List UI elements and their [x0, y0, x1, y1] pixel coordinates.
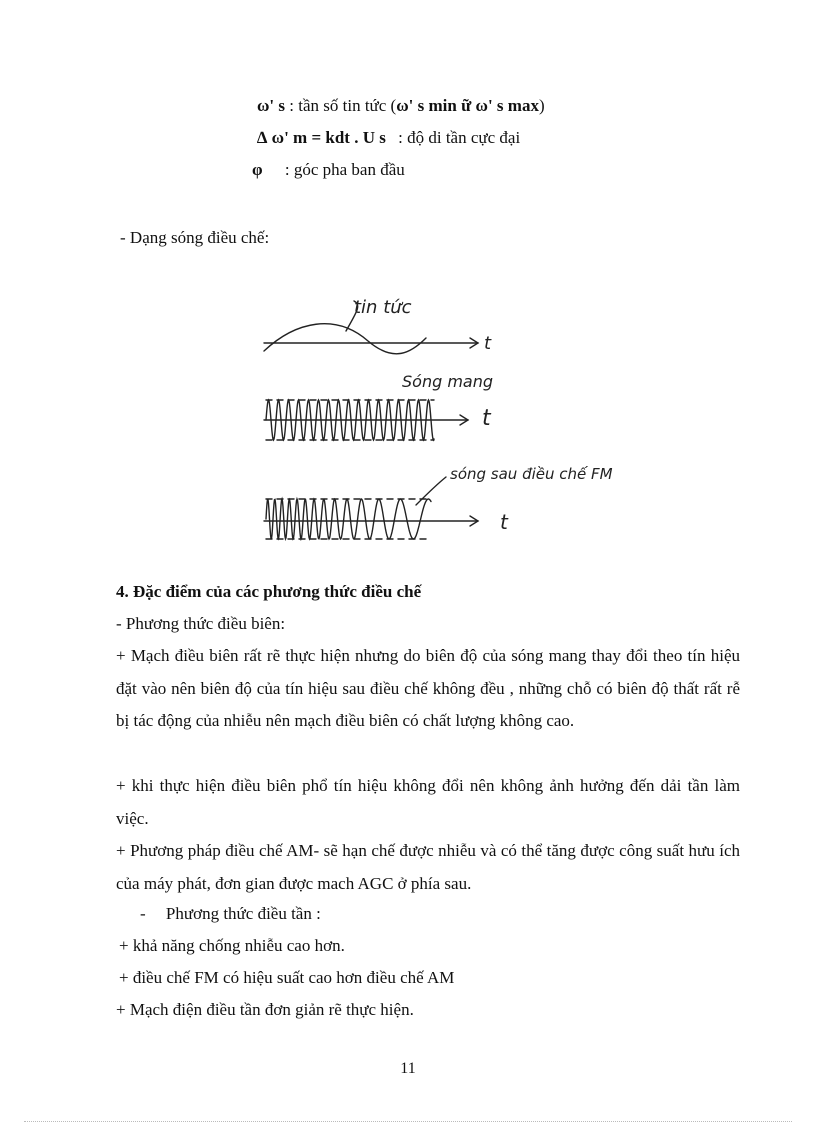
waveform-intro: - Dạng sóng điều chế:: [120, 228, 270, 247]
label-modulated: sóng sau điều chế FM: [450, 465, 613, 483]
label-axis-fm: t: [500, 510, 508, 534]
formula-delta-omega: [257, 128, 520, 148]
am-paragraph-1: + Mạch điều biên rất rẽ thực hiện nhưng do biên độ của sóng mang thay đổi theo tín hiệu đặt vào nên biên độ của tín hiệu sau điều chế không đều , những chỗ có biên độ thất rất rễ bị tác động của nhiễu nên mạch điều biên có chất lượng không cao.: [116, 646, 740, 730]
fm-item-3: + Mạch điện điều tần đơn giản rẽ thực hiện.: [116, 1000, 414, 1019]
dw-description: : độ di tần cực đại: [398, 128, 521, 147]
label-info: tin tức: [354, 297, 412, 318]
info-wave: [264, 324, 426, 354]
page-number: 11: [400, 1060, 416, 1077]
phi-description: : góc pha ban đầu: [284, 160, 405, 179]
symbol-phi: φ: [252, 160, 263, 179]
label-carrier: Sóng mang: [402, 372, 494, 391]
fm-heading: [140, 904, 321, 924]
am-paragraph-3: + Phương pháp điều chế AM- sẽ hạn chế được nhiễu và có thể tăng được công suất hưu ích của máy phát, đơn gian được mach AGC ở phía sau.: [116, 841, 740, 893]
am-paragraph-2: + khi thực hiện điều biên phổ tín hiệu không đổi nên không ảnh hưởng đến dải tần làm việc.: [116, 776, 740, 828]
symbol-delta-omega: ∆ ω' m = kdt . U s: [257, 128, 386, 147]
formula-phi: [252, 160, 405, 180]
fm-heading-dash: -: [140, 904, 146, 923]
ws-close: ): [538, 96, 545, 115]
fm-item-1: + khả năng chống nhiễu cao hơn.: [119, 936, 345, 955]
section-heading: 4. Đặc điểm của các phương thức điều chế: [116, 582, 422, 601]
label-axis-info: t: [484, 333, 492, 354]
fm-wave: [266, 499, 431, 539]
fm-item-2: + điều chế FM có hiệu suất cao hơn điều chế AM: [119, 968, 455, 987]
symbol-omega-s: ω' s: [257, 96, 286, 115]
bottom-divider: [24, 1121, 792, 1122]
ws-range: ω' s min ữ ω' s max: [396, 96, 539, 115]
fm-heading-text: Phương thức điều tần :: [165, 904, 321, 923]
label-axis-carrier: t: [482, 406, 491, 431]
am-heading: - Phương thức điều biên:: [116, 614, 286, 633]
waveform-figure: [206, 283, 646, 568]
ws-description: : tần số tin tức (: [289, 96, 397, 115]
formula-ws: [257, 96, 545, 116]
